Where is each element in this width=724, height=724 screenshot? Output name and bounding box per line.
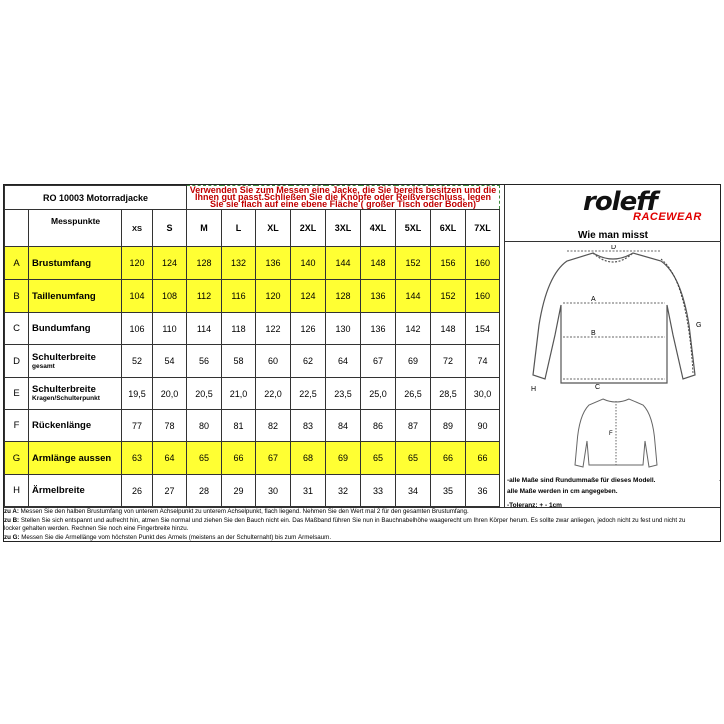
size-table: [4, 185, 500, 507]
size-header-row: [5, 210, 500, 247]
measure-value: 110: [153, 313, 187, 345]
measure-value: 67: [256, 442, 291, 475]
jacket-back-diagram: [571, 395, 661, 470]
measure-value: 22,0: [256, 378, 291, 410]
measure-panel: [504, 185, 721, 507]
note-b: zu B: Stellen Sie sich entspannt und aufrecht hin, atmen Sie normal und ziehen Sie den Bauch nicht ein. Das Maßband führen Sie nun in Bauchnabelhöhe waagerecht um Ihren Körper herum. Es sollte zwar anliegen, jedoch nicht zu fest und nicht zu: [4, 516, 686, 524]
measure-value: 89: [431, 410, 466, 442]
measure-value: 65: [361, 442, 396, 475]
measure-value: 140: [291, 247, 326, 280]
info-line-1: -alle Maße sind Rundummaße für dieses Modell.: [507, 477, 656, 484]
measure-value: 27: [153, 475, 187, 507]
measure-row: [5, 378, 500, 410]
measure-value: 142: [396, 313, 431, 345]
row-label: [29, 313, 122, 345]
measure-value: 90: [466, 410, 500, 442]
measure-value: 60: [256, 345, 291, 378]
measure-value: 20,0: [153, 378, 187, 410]
column-label: Messpunkte: [29, 210, 122, 247]
tolerance: -Toleranz: + - 1cm: [507, 502, 562, 509]
row-label-text: Schulterbreite: [32, 351, 96, 363]
measure-instruction: Verwenden Sie zum Messen eine Jacke, die Sie bereits besitzen und die Ihnen gut passt.Schließen Sie die Knöpfe oder Reißverschluss, legen Sie sie flach auf eine ebene Fläche ( großer Tisch oder Boden): [187, 186, 500, 210]
label-g: G: [696, 322, 701, 329]
measure-value: 126: [291, 313, 326, 345]
label-a: A: [591, 296, 596, 303]
row-label-text: Armlänge aussen: [32, 452, 112, 464]
row-label: [29, 345, 122, 378]
measure-value: 160: [466, 280, 500, 313]
measure-value: 82: [256, 410, 291, 442]
row-label: [29, 378, 122, 410]
measure-value: 25,0: [361, 378, 396, 410]
measure-row: [5, 280, 500, 313]
measure-value: 26,5: [396, 378, 431, 410]
measure-value: 69: [326, 442, 361, 475]
measure-value: 66: [466, 442, 500, 475]
measure-value: 23,5: [326, 378, 361, 410]
measure-notes: [4, 507, 720, 542]
size-chart: [3, 184, 721, 542]
measure-value: 67: [361, 345, 396, 378]
measure-value: 144: [396, 280, 431, 313]
measure-value: 64: [153, 442, 187, 475]
measure-value: 34: [396, 475, 431, 507]
measure-value: 52: [122, 345, 153, 378]
size-header: S: [153, 210, 187, 247]
measure-value: 56: [187, 345, 222, 378]
size-header: 2XL: [291, 210, 326, 247]
row-label-text: Bundumfang: [32, 323, 91, 334]
measure-row: [5, 475, 500, 507]
divider: [505, 241, 721, 242]
measure-value: 124: [153, 247, 187, 280]
measure-value: 116: [222, 280, 256, 313]
size-header: M: [187, 210, 222, 247]
row-letter: F: [5, 410, 29, 442]
label-h: H: [531, 386, 537, 393]
measure-row: [5, 410, 500, 442]
measure-value: 64: [326, 345, 361, 378]
measure-value: 87: [396, 410, 431, 442]
measure-value: 28: [187, 475, 222, 507]
measure-value: 114: [187, 313, 222, 345]
product-title: RO 10003 Motorradjacke: [5, 186, 187, 210]
measure-value: 152: [431, 280, 466, 313]
measure-value: 68: [291, 442, 326, 475]
row-label: [29, 475, 122, 507]
row-letter: C: [5, 313, 29, 345]
measure-value: 63: [122, 442, 153, 475]
info-dot: .: [719, 477, 721, 483]
measure-value: 58: [222, 345, 256, 378]
measure-value: 136: [361, 313, 396, 345]
measure-value: 120: [256, 280, 291, 313]
row-sublabel: Kragen/Schulterpunkt: [32, 395, 100, 402]
brand-sub: RACEWEAR: [633, 211, 702, 223]
label-d: D: [611, 245, 617, 251]
measure-value: 69: [396, 345, 431, 378]
jacket-front-diagram: [531, 245, 701, 395]
measure-value: 28,5: [431, 378, 466, 410]
measure-value: 104: [122, 280, 153, 313]
measure-value: 26: [122, 475, 153, 507]
measure-value: 122: [256, 313, 291, 345]
row-label-text: Ärmelbreite: [32, 485, 85, 496]
how-to-measure-title: Wie man misst: [578, 230, 648, 241]
measure-value: 160: [466, 247, 500, 280]
label-b: B: [591, 330, 596, 337]
measure-value: 65: [187, 442, 222, 475]
measure-value: 130: [326, 313, 361, 345]
measure-value: 128: [326, 280, 361, 313]
measure-value: 112: [187, 280, 222, 313]
row-letter: E: [5, 378, 29, 410]
row-label-text: Schulterbreite: [32, 384, 96, 395]
measure-row: [5, 247, 500, 280]
row-sublabel: gesamt: [32, 362, 55, 370]
size-header: 6XL: [431, 210, 466, 247]
row-label: [29, 410, 122, 442]
row-letter: B: [5, 280, 29, 313]
measure-value: 66: [431, 442, 466, 475]
measure-value: 136: [256, 247, 291, 280]
measure-value: 132: [222, 247, 256, 280]
row-label-text: Taillenumfang: [32, 290, 96, 302]
label-f: F: [609, 431, 613, 437]
measure-value: 54: [153, 345, 187, 378]
measure-value: 106: [122, 313, 153, 345]
row-letter: H: [5, 475, 29, 507]
measure-value: 148: [361, 247, 396, 280]
row-label: [29, 247, 122, 280]
measure-value: 74: [466, 345, 500, 378]
measure-value: 30: [256, 475, 291, 507]
row-letter: A: [5, 247, 29, 280]
measure-value: 120: [122, 247, 153, 280]
size-header: 7XL: [466, 210, 500, 247]
measure-value: 83: [291, 410, 326, 442]
size-header: XL: [256, 210, 291, 247]
row-label: [29, 442, 122, 475]
measure-value: 66: [222, 442, 256, 475]
measure-value: 128: [187, 247, 222, 280]
size-header: XS: [122, 210, 153, 247]
row-letter: G: [5, 442, 29, 475]
measure-value: 84: [326, 410, 361, 442]
measure-value: 154: [466, 313, 500, 345]
measure-value: 78: [153, 410, 187, 442]
measure-info: [507, 475, 655, 511]
measure-value: 36: [466, 475, 500, 507]
measure-value: 32: [326, 475, 361, 507]
measure-value: 19,5: [122, 378, 153, 410]
row-label-text: Brustumfang: [32, 257, 92, 269]
note-b-cont: locker gehalten werden. Rechnen Sie noch eine Fingerbreite hinzu.: [4, 525, 189, 533]
measure-value: 136: [361, 280, 396, 313]
measure-row: [5, 442, 500, 475]
measure-value: 156: [431, 247, 466, 280]
measure-value: 124: [291, 280, 326, 313]
note-g: zu G: Messen Sie die Ärmellänge vom höchsten Punkt des Ärmels (meistens an der Schulternaht) bis zum Ärmelsaum.: [4, 533, 332, 541]
row-letter: D: [5, 345, 29, 378]
measure-value: 22,5: [291, 378, 326, 410]
measure-value: 144: [326, 247, 361, 280]
measure-value: 35: [431, 475, 466, 507]
measure-value: 62: [291, 345, 326, 378]
size-header: L: [222, 210, 256, 247]
measure-row: [5, 345, 500, 378]
note-a: zu A: Messen Sie den halben Brustumfang von unterem Achselpunkt zu unterem Achselpunkt, flach liegend. Nehmen Sie den Wert mal 2 für den gesamten Brustumfang.: [4, 508, 469, 515]
measure-value: 33: [361, 475, 396, 507]
measure-value: 86: [361, 410, 396, 442]
measure-value: 30,0: [466, 378, 500, 410]
measure-value: 81: [222, 410, 256, 442]
measure-value: 148: [431, 313, 466, 345]
measure-value: 80: [187, 410, 222, 442]
label-c: C: [595, 384, 601, 391]
measure-value: 108: [153, 280, 187, 313]
info-line-2: alle Maße werden in cm angegeben.: [507, 488, 618, 495]
measure-value: 65: [396, 442, 431, 475]
measure-value: 77: [122, 410, 153, 442]
size-header: 4XL: [361, 210, 396, 247]
measure-value: 20,5: [187, 378, 222, 410]
measure-value: 29: [222, 475, 256, 507]
measure-row: [5, 313, 500, 345]
row-label-text: Rückenlänge: [32, 420, 92, 431]
row-label: [29, 280, 122, 313]
size-header: 5XL: [396, 210, 431, 247]
measure-value: 31: [291, 475, 326, 507]
measure-value: 118: [222, 313, 256, 345]
brand-name: roleff: [583, 187, 657, 217]
size-header: 3XL: [326, 210, 361, 247]
measure-value: 21,0: [222, 378, 256, 410]
brand-logo: [583, 189, 713, 229]
measure-value: 152: [396, 247, 431, 280]
measure-value: 72: [431, 345, 466, 378]
